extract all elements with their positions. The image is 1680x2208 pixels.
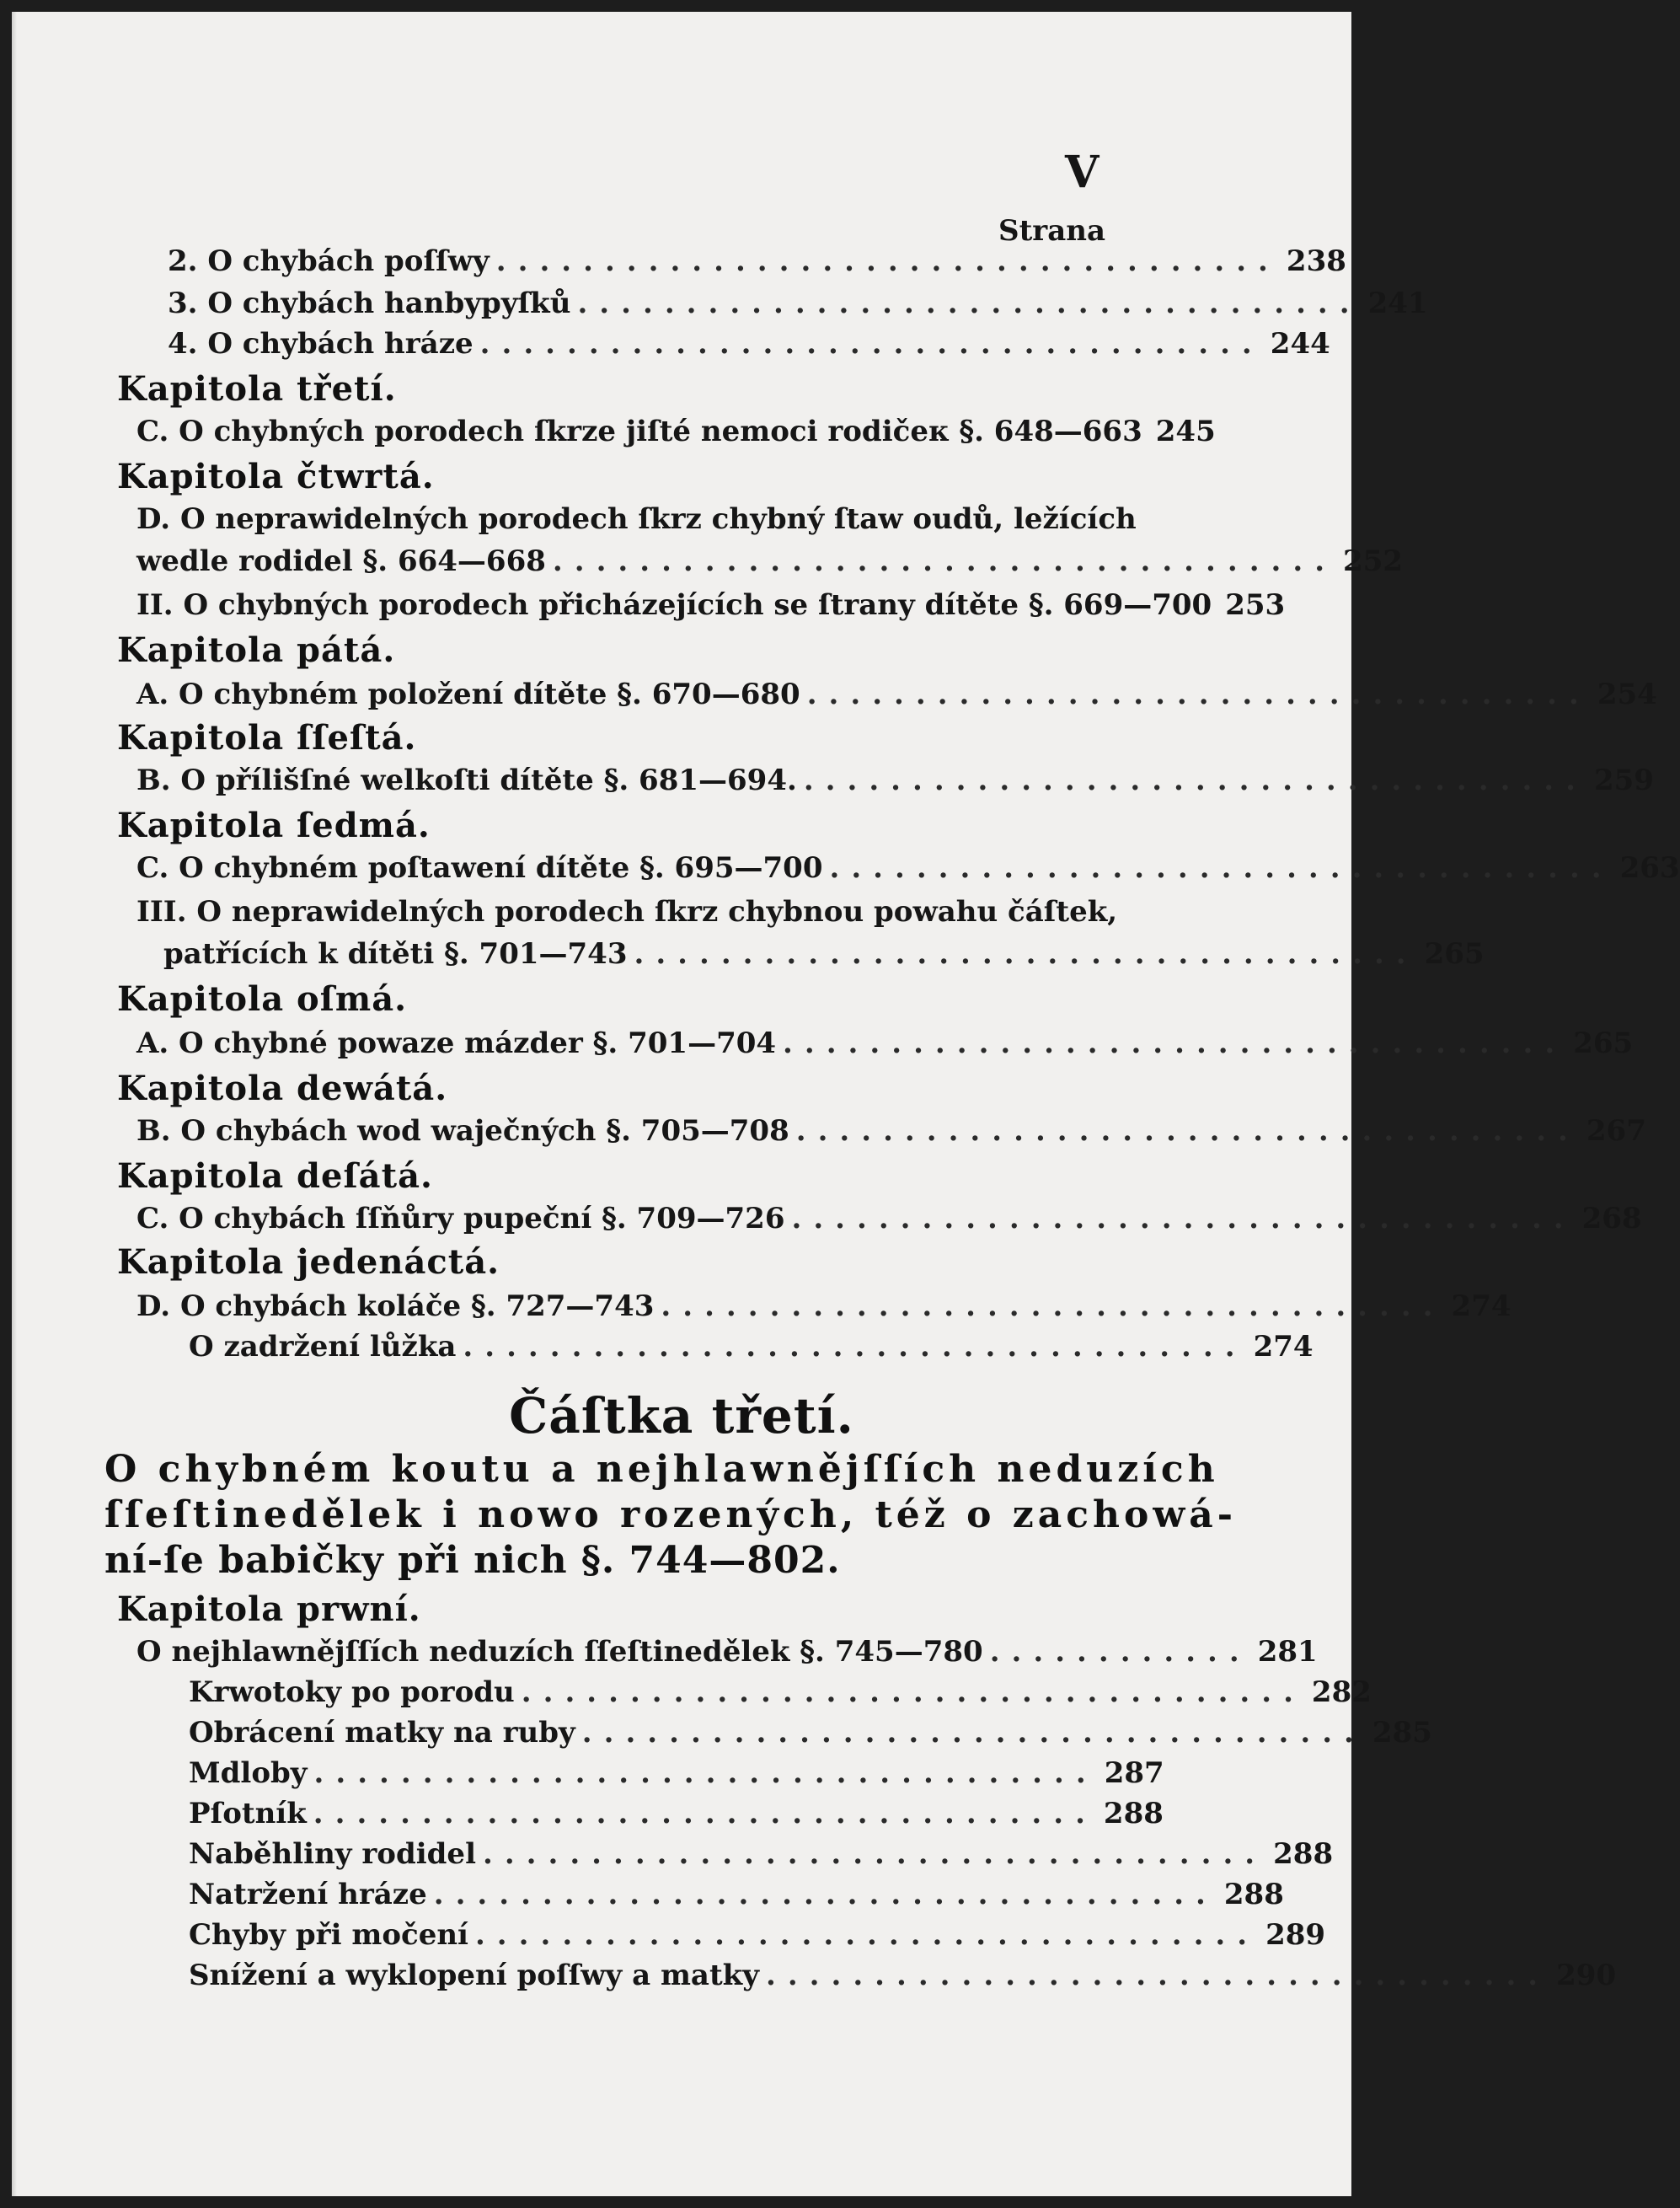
toc-entry-text: Obrácení matky na ruby — [189, 1716, 575, 1750]
chapter-heading: Kapitola deſátá. — [117, 1156, 433, 1196]
toc-entry-page: 282 — [1311, 1675, 1372, 1709]
toc-sub-entry — [189, 1837, 1334, 1878]
toc-sub-entry — [189, 1756, 1164, 1797]
toc-entry — [136, 1635, 1318, 1675]
toc-entry-text: Snížení a wyklopení poſſwy a matky — [189, 1959, 759, 1992]
toc-entry-text: III. O neprawidelných porodech ſkrz chybnou powahu čáſtek, — [136, 895, 1118, 929]
leader-dots: .................................... — [433, 1878, 1217, 1911]
chapter-heading: Kapitola pátá. — [117, 630, 396, 670]
chapter-heading: Kapitola prwní. — [117, 1589, 421, 1629]
toc-entry-page: 281 — [1257, 1635, 1318, 1669]
chapter-heading: Kapitola jedenáctá. — [117, 1242, 500, 1282]
toc-entry-text: D. O chybách koláče §. 727—743 — [136, 1289, 655, 1323]
leader-dots: .................................... — [829, 851, 1613, 885]
toc-entry-text: A. O chybné powaze mázder §. 701—704 — [136, 1026, 777, 1060]
toc-entry-text: B. O přílišſné welkoſti dítěte §. 681—694. — [136, 764, 797, 797]
toc-sub-entry — [189, 1959, 1617, 1999]
chapter-heading: Kapitola čtwrtá. — [117, 457, 435, 496]
toc-entry-text: Chyby při močení — [189, 1918, 468, 1952]
toc-entry-page: 290 — [1556, 1959, 1617, 1992]
leader-dots: .................................... — [577, 287, 1362, 320]
toc-entry-page: 253 — [1225, 588, 1286, 622]
toc-entry-text: Krwotoky po porodu — [189, 1675, 515, 1709]
toc-entry — [136, 1114, 1646, 1155]
page-edge — [12, 12, 17, 2196]
toc-entry-text: patřících k dítěti §. 701—743 — [163, 937, 628, 971]
leader-dots: .................................... — [791, 1202, 1576, 1235]
toc-entry — [136, 588, 1286, 629]
leader-dots: .................................... — [479, 327, 1264, 361]
toc-entry — [168, 327, 1330, 367]
toc-entry-page: 267 — [1586, 1114, 1646, 1148]
toc-entry — [168, 244, 1346, 285]
page-number: V — [1065, 147, 1099, 198]
leader-dots: .................................... — [313, 1797, 1097, 1830]
toc-entry — [136, 544, 1404, 585]
toc-entry-text: II. O chybných porodech přicházejících se ſtrany dítěte §. 669—700 — [136, 588, 1212, 622]
chapter-heading: Kapitola dewátá. — [117, 1069, 448, 1108]
toc-entry-page: 268 — [1581, 1202, 1642, 1235]
leader-dots: .................................... — [661, 1289, 1445, 1323]
toc-entry-text: O zadržení lůžka — [189, 1330, 457, 1364]
book-page — [12, 12, 1680, 2196]
leader-dots: .................................... — [634, 937, 1418, 971]
toc-entry — [136, 764, 1654, 804]
toc-entry-page: 238 — [1286, 244, 1346, 278]
leader-dots: .................................... — [463, 1330, 1247, 1364]
leader-dots: .................................... — [482, 1837, 1267, 1871]
leader-dots: .................................... — [783, 1026, 1567, 1060]
toc-entry — [136, 415, 1216, 455]
toc-entry-text: 4. O chybách hráze — [168, 327, 474, 361]
leader-dots: .................................... — [552, 544, 1337, 578]
toc-entry — [136, 1289, 1511, 1330]
chapter-heading: Kapitola oſmá. — [117, 979, 408, 1019]
toc-entry-page: 265 — [1573, 1026, 1634, 1060]
toc-entry — [136, 1202, 1642, 1242]
leader-dots: .................................... — [806, 678, 1591, 711]
toc-entry-text: Mdloby — [189, 1756, 308, 1790]
toc-entry-page: 259 — [1593, 764, 1654, 797]
part-subtitle-line: ſſeſtinedělek i nowo rozených, též o zachowá- — [104, 1493, 1238, 1536]
toc-entry-text: C. O chybách ſſňůry pupeční §. 709—726 — [136, 1202, 785, 1235]
leader-dots: .................................... — [795, 1114, 1580, 1148]
toc-entry-text: O nejhlawnějſſích neduzích ſſeſtinedělek §. 745—780 — [136, 1635, 983, 1669]
chapter-heading: Kapitola ſſeſtá. — [117, 718, 417, 758]
toc-entry-page: 252 — [1343, 544, 1404, 578]
toc-entry-text: Naběhliny rodidel — [189, 1837, 476, 1871]
toc-sub-entry — [189, 1878, 1284, 1918]
toc-entry-text: wedle rodidel §. 664—668 — [136, 544, 546, 578]
toc-entry-text: 2. O chybách poſſwy — [168, 244, 490, 278]
leader-dots: .................................... — [313, 1756, 1098, 1790]
toc-entry-text: A. O chybném položení dítěte §. 670—680 — [136, 678, 800, 711]
toc-entry — [168, 287, 1428, 327]
toc-entry-page: 274 — [1451, 1289, 1511, 1323]
toc-entry-page: 263 — [1619, 851, 1680, 885]
column-header-strana: Strana — [998, 214, 1105, 248]
toc-entry-text: C. O chybném poſtawení dítěte §. 695—700 — [136, 851, 823, 885]
leader-dots: .................................... — [803, 764, 1587, 797]
toc-entry-page: 241 — [1367, 287, 1428, 320]
leader-dots: .................................... — [521, 1675, 1305, 1709]
part-subtitle-line: O chybném koutu a nejhlawnějſſích neduzích — [104, 1448, 1219, 1491]
toc-entry — [189, 1330, 1314, 1370]
toc-entry-page: 254 — [1597, 678, 1657, 711]
toc-sub-entry — [189, 1918, 1326, 1959]
leader-dots: ............ — [989, 1635, 1251, 1669]
toc-entry-page: 285 — [1372, 1716, 1432, 1750]
chapter-heading: Kapitola třetí. — [117, 369, 397, 409]
toc-entry-page: 244 — [1270, 327, 1330, 361]
toc-entry — [136, 678, 1657, 718]
toc-sub-entry — [189, 1716, 1432, 1756]
toc-entry-page: 265 — [1424, 937, 1485, 971]
toc-entry-text: C. O chybných porodech ſkrze jiſté nemoci rodičeк §. 648—663 — [136, 415, 1142, 448]
part-subtitle-line: ní-ſe babičky při nich §. 744—802. — [104, 1539, 841, 1582]
toc-entry-text: Pſotník — [189, 1797, 307, 1830]
toc-entry-page: 288 — [1103, 1797, 1164, 1830]
toc-entry-page: 289 — [1265, 1918, 1326, 1952]
toc-entry — [136, 1026, 1634, 1067]
toc-sub-entry — [189, 1675, 1372, 1716]
leader-dots: .................................... — [495, 244, 1280, 278]
toc-entry-page: 288 — [1223, 1878, 1284, 1911]
chapter-heading: Kapitola ſedmá. — [117, 806, 431, 845]
toc-entry-text: 3. O chybách hanbypyſků — [168, 287, 571, 320]
toc-entry-page: 288 — [1273, 1837, 1334, 1871]
leader-dots: .................................... — [581, 1716, 1366, 1750]
toc-entry-page: 287 — [1104, 1756, 1164, 1790]
toc-sub-entry — [189, 1797, 1164, 1837]
toc-entry — [136, 851, 1680, 892]
leader-dots: .................................... — [474, 1918, 1260, 1952]
toc-entry-text: Natržení hráze — [189, 1878, 427, 1911]
part-title: Čáſtka třetí. — [509, 1387, 854, 1444]
leader-dots: .................................... — [765, 1959, 1550, 1992]
toc-entry — [163, 937, 1485, 978]
toc-entry-page: 245 — [1155, 415, 1216, 448]
toc-entry-text: D. O neprawidelných porodech ſkrz chybný ſtaw oudů, ležících — [136, 502, 1137, 536]
toc-entry-text: B. O chybách wod waječných §. 705—708 — [136, 1114, 789, 1148]
toc-entry-page: 274 — [1253, 1330, 1314, 1364]
